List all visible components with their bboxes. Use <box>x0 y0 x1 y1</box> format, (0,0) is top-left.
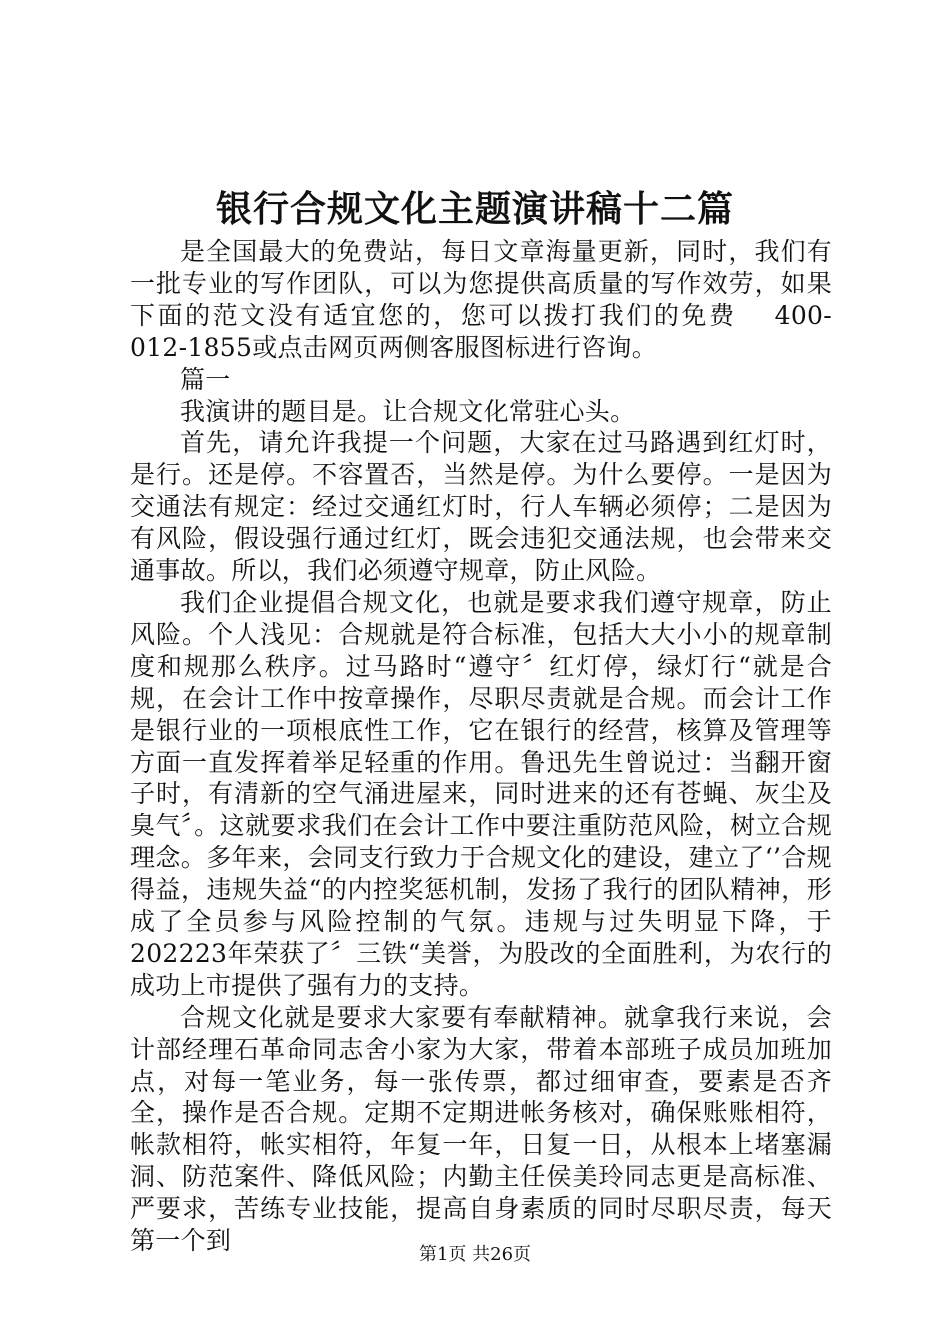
paragraph-section-heading: 篇一 <box>180 364 231 394</box>
paragraph-traffic-light: 首先，请允许我提一个问题，大家在过马路遇到红灯时，是行。还是停。不容置否，当然是停。为什么要停。一是因为交通法有规定：经过交通红灯时，行人车辆必须停；二是因为有风险，假设强行通过红灯，既会违犯交通法规，也会带来交通事故。所以，我们必须遵守规章，防止风险。 <box>130 428 832 586</box>
paragraph-dedication: 合规文化就是要求大家要有奉献精神。就拿我行来说，会计部经理石革命同志舍小家为大家，带着本部班子成员加班加点，对每一笔业务，每一张传票，都过细审查，要素是否齐全，操作是否合规。定期不定期进帐务核对，确保账账相符，帐款相符，帐实相符，年复一年，日复一日，从根本上堵塞漏洞、防范案件、降低风险；内勤主任侯美玲同志更是高标准、严要求，苦练专业技能，提高自身素质的同时尽职尽责，每天第一个到 <box>130 1002 832 1256</box>
document-body <box>130 236 832 1257</box>
paragraph-speech-topic: 我演讲的题目是。让合规文化常驻心头。 <box>180 396 636 426</box>
paragraph-compliance-culture: 我们企业提倡合规文化，也就是要求我们遵守规章，防止风险。个人浅见：合规就是符合标准，包括大大小小的规章制度和规那么秩序。过马路时“遵守〞红灯停，绿灯行“就是合规，在会计工作中按章操作，尽职尽责就是合规。而会计工作是银行业的一项根底性工作，它在银行的经营，核算及管理等方面一直发挥着举足轻重的作用。鲁迅先生曾说过：当翻开窗子时，有清新的空气涌进屋来，同时进来的还有苍蝇、灰尘及臭气〞。这就要求我们在会计工作中要注重防范风险，树立合规理念。多年来，会同支行致力于合规文化的建设，建立了‘’合规得益，违规失益“的内控奖惩机制，发扬了我行的团队精神，形成了全员参与风险控制的气氛。违规与过失明显下降，于202223年荣获了〞三铁“美誉，为股改的全面胜利，为农行的成功上市提供了强有力的支持。 <box>130 587 832 1000</box>
document-title: 银行合规文化主题演讲稿十二篇 <box>215 188 734 230</box>
paragraph-intro: 是全国最大的免费站，每日文章海量更新，同时，我们有一批专业的写作团队，可以为您提供高质量的写作效劳，如果下面的范文没有适宜您的，您可以拨打我们的免费 400-012-1855或点击网页两侧客服图标进行咨询。 <box>130 237 832 362</box>
page-footer: 第1页 共26页 <box>418 1244 532 1265</box>
